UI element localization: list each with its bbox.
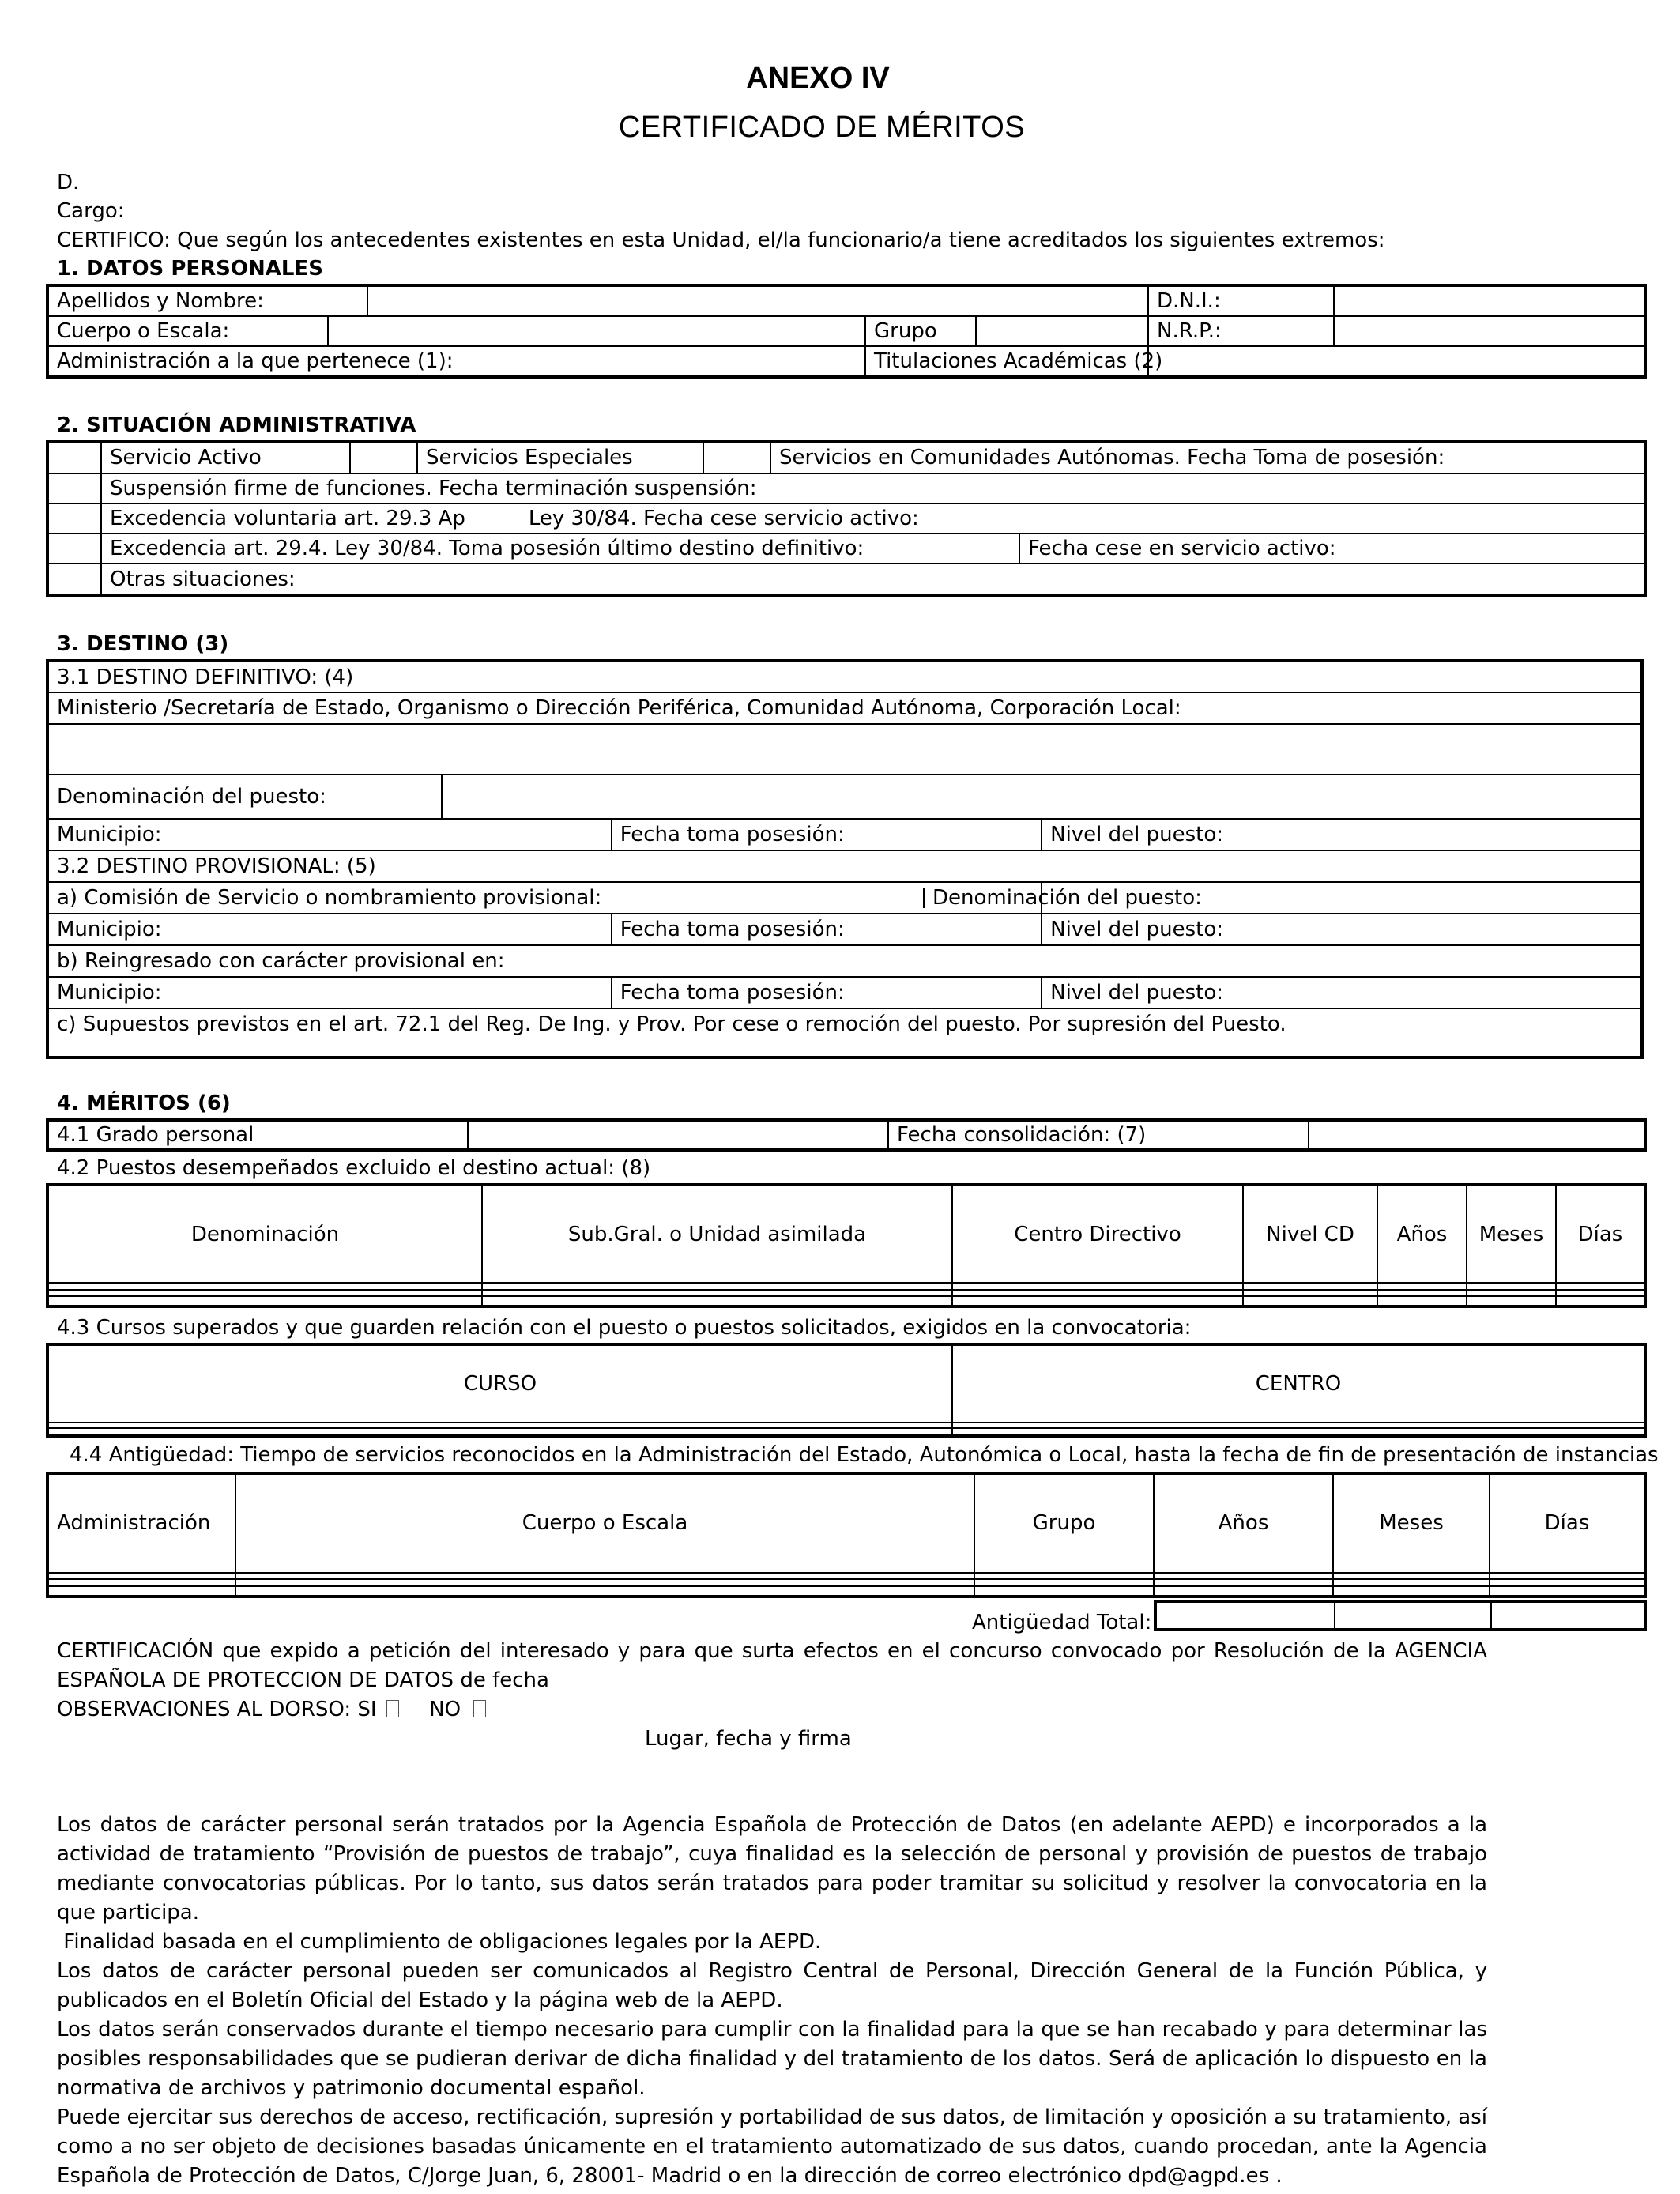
privacy-notice: [57, 1811, 1487, 2191]
table-cell[interactable]: [1490, 1573, 1645, 1580]
ministerio-label: Ministerio /Secretaría de Estado, Organismo o Dirección Periférica, Comunidad Autónoma, Corporación Local:: [47, 692, 1642, 724]
no-label: NO: [429, 1698, 461, 1721]
table-cell[interactable]: [1556, 1296, 1645, 1306]
lugar-fecha-firma: Lugar, fecha y firma: [645, 1727, 852, 1751]
table-cell[interactable]: [482, 1290, 952, 1297]
cursos-heading: 4.3 Cursos superados y que guarden relación con el puesto o puestos solicitados, exigidos en la convocatoria:: [57, 1316, 1192, 1340]
table-row: [47, 1579, 1645, 1586]
observaciones-row: [57, 1698, 486, 1721]
table-cell[interactable]: [952, 1296, 1243, 1306]
antiguedad-total-table: [1154, 1600, 1647, 1631]
table-row: [47, 1290, 1645, 1297]
antiguedad-heading: 4.4 Antigüedad: Tiempo de servicios reconocidos en la Administración del Estado, Autonómica o Local, hasta la fecha de fin de presentación de instancias: [70, 1443, 1659, 1467]
si-checkbox[interactable]: [386, 1700, 399, 1717]
table-cell[interactable]: [482, 1283, 952, 1290]
antiguedad-col-grupo: Grupo: [974, 1473, 1154, 1573]
certificacion-text: CERTIFICACIÓN que expido a petición del interesado y para que surta efectos en el concurso convocado por Resolución de la AGENCIA ESPAÑOLA DE PROTECCION DE DATOS de fecha: [57, 1639, 1487, 1692]
table-cell[interactable]: [1467, 1283, 1556, 1290]
excedencia-294-checkbox[interactable]: [47, 533, 101, 564]
supuestos-label: c) Supuestos previstos en el art. 72.1 del Reg. De Ing. y Prov. Por cese o remoción del puesto. Por supresión del Puesto.: [47, 1008, 1642, 1057]
fecha-toma-label-2: Fecha toma posesión:: [612, 914, 1042, 945]
table-row: [47, 1428, 1645, 1436]
intro-certifico: CERTIFICO: Que según los antecedentes existentes en esta Unidad, el/la funcionario/a tiene acreditados los siguientes extremos:: [57, 228, 1385, 252]
intro-d: D.: [57, 171, 80, 194]
page-title: ANEXO IV: [746, 62, 890, 95]
table-cell[interactable]: [1333, 1573, 1490, 1580]
apellidos-label: Apellidos y Nombre:: [47, 285, 367, 316]
destino-provisional-label: 3.2 DESTINO PROVISIONAL: (5): [47, 850, 1642, 882]
antiguedad-col-cuerpo: Cuerpo o Escala: [235, 1473, 974, 1573]
table-cell[interactable]: [47, 1579, 235, 1586]
table-cell[interactable]: [1556, 1283, 1645, 1290]
privacy-paragraph-4: Los datos serán conservados durante el tiempo necesario para cumplir con la finalidad para la que se han recabado y para determinar las posibles responsabilidades que se pudieran derivar de dicha finalidad y del tratamiento de los datos. Será de aplicación lo dispuesto en la normativa de archivos y patrimonio documental español.: [57, 2018, 1487, 2100]
fecha-toma-label-3: Fecha toma posesión:: [612, 977, 1042, 1008]
otras-label: Otras situaciones:: [101, 564, 1645, 595]
antiguedad-col-anos: Años: [1154, 1473, 1333, 1573]
nivel-label-3: Nivel del puesto:: [1042, 977, 1642, 1008]
table-cell[interactable]: [1333, 1579, 1490, 1586]
puestos-col-centro: Centro Directivo: [952, 1185, 1243, 1283]
table-cell[interactable]: [952, 1290, 1243, 1297]
table-cell[interactable]: [1154, 1579, 1333, 1586]
municipio-label-1: Municipio:: [47, 819, 612, 850]
antiguedad-total-label: Antigüedad Total:: [972, 1611, 1152, 1634]
table-row: [47, 1423, 1645, 1428]
fecha-consolidacion-label: Fecha consolidación: (7): [888, 1120, 1309, 1150]
table-cell[interactable]: [235, 1579, 974, 1586]
antiguedad-col-dias: Días: [1490, 1473, 1645, 1573]
antiguedad-col-meses: Meses: [1333, 1473, 1490, 1573]
table-cell[interactable]: [47, 1296, 482, 1306]
cuerpo-field[interactable]: [328, 316, 865, 346]
table-cell[interactable]: [1243, 1290, 1377, 1297]
apellidos-field[interactable]: [367, 285, 1148, 316]
suspension-checkbox[interactable]: [47, 473, 101, 503]
privacy-paragraph-2: Finalidad basada en el cumplimiento de obligaciones legales por la AEPD.: [57, 1930, 822, 1954]
no-checkbox[interactable]: [473, 1700, 486, 1717]
nrp-label: N.R.P.:: [1148, 316, 1334, 346]
table-cell[interactable]: [235, 1586, 974, 1596]
cuerpo-label: Cuerpo o Escala:: [47, 316, 328, 346]
servicio-activo-checkbox[interactable]: [47, 442, 101, 473]
nrp-field[interactable]: [1334, 316, 1645, 346]
fecha-cese-label: Fecha cese en servicio activo:: [1019, 533, 1645, 564]
excedencia-voluntaria-label: Excedencia voluntaria art. 29.3 Ap: [110, 506, 465, 530]
table-cell[interactable]: [47, 1283, 482, 1290]
table-cell[interactable]: [235, 1573, 974, 1580]
table-cell[interactable]: [1467, 1296, 1556, 1306]
comision-label: a) Comisión de Servicio o nombramiento provisional:: [49, 888, 924, 908]
table-cell[interactable]: [1154, 1586, 1333, 1596]
table-cell[interactable]: [1490, 1586, 1645, 1596]
table-row: [47, 1296, 1645, 1306]
comision-row: [47, 882, 1202, 914]
municipio-label-3: Municipio:: [47, 977, 612, 1008]
grado-label: 4.1 Grado personal: [47, 1120, 468, 1150]
table-row: [47, 1283, 1645, 1290]
reingresado-label: b) Reingresado con carácter provisional en:: [47, 945, 1642, 977]
table-cell[interactable]: [1556, 1290, 1645, 1297]
observaciones-label: OBSERVACIONES AL DORSO: SI: [57, 1698, 377, 1721]
table-cell[interactable]: [1333, 1586, 1490, 1596]
destino-table: [46, 659, 1644, 1059]
excedencia-voluntaria-row: [101, 503, 1645, 533]
titulaciones-field[interactable]: [1148, 346, 1645, 377]
municipio-label-2: Municipio:: [47, 914, 612, 945]
table-cell[interactable]: [1377, 1283, 1467, 1290]
intro-cargo: Cargo:: [57, 199, 125, 223]
section-4-heading: 4. MÉRITOS (6): [57, 1091, 231, 1115]
comunidades-label: Servicios en Comunidades Autónomas. Fecha Toma de posesión:: [770, 442, 1645, 473]
table-cell[interactable]: [47, 1428, 952, 1436]
grupo-label: Grupo: [865, 316, 976, 346]
puestos-col-subgral: Sub.Gral. o Unidad asimilada: [482, 1185, 952, 1283]
table-cell[interactable]: [482, 1296, 952, 1306]
grado-field[interactable]: [468, 1120, 888, 1150]
puestos-col-meses: Meses: [1467, 1185, 1556, 1283]
table-cell[interactable]: [974, 1579, 1154, 1586]
grado-table: [46, 1118, 1647, 1152]
total-dias-field[interactable]: [1491, 1601, 1645, 1630]
cursos-table: [46, 1343, 1647, 1438]
table-cell[interactable]: [47, 1290, 482, 1297]
table-cell[interactable]: [47, 1586, 235, 1596]
destino-definitivo-label: 3.1 DESTINO DEFINITIVO: (4): [47, 661, 1642, 692]
table-row: [47, 1573, 1645, 1580]
table-cell[interactable]: [1243, 1296, 1377, 1306]
table-cell[interactable]: [1377, 1290, 1467, 1297]
privacy-paragraph-1: Los datos de carácter personal serán tratados por la Agencia Española de Protección de Datos (en adelante AEPD) e incorporados a la actividad de tratamiento “Provisión de puestos de trabajo”, cuya finalidad es la selección de personal y provisión de puestos de trabajo mediante convocatorias públicas. Por lo tanto, sus datos serán tratados para poder tramitar su solicitud y resolver la convocatoria en la que participa.: [57, 1813, 1487, 1924]
puestos-col-denominacion: Denominación: [47, 1185, 482, 1283]
denominacion-field[interactable]: [442, 775, 1642, 819]
situacion-table: [46, 440, 1647, 597]
privacy-paragraph-5: Puede ejercitar sus derechos de acceso, rectificación, supresión y portabilidad de sus datos, de limitación y oposición a su tratamiento, así como a no ser objeto de decisiones basadas únicamente en el tratamiento automatizado de sus datos, cuando procedan, ante la Agencia Española de Protección de Datos, C/Jorge Juan, 6, 28001- Madrid o en la dirección de correo electrónico dpd@agpd.es .: [57, 2105, 1487, 2188]
table-cell[interactable]: [974, 1573, 1154, 1580]
ley-label: Ley 30/84. Fecha cese servicio activo:: [528, 506, 919, 530]
table-cell[interactable]: [952, 1423, 1645, 1428]
section-3-heading: 3. DESTINO (3): [57, 632, 229, 656]
total-anos-field[interactable]: [1155, 1601, 1335, 1630]
puestos-col-dias: Días: [1556, 1185, 1645, 1283]
fecha-consolidacion-field[interactable]: [1309, 1120, 1645, 1150]
nivel-label-1: Nivel del puesto:: [1042, 819, 1642, 850]
cursos-col-curso: CURSO: [47, 1344, 952, 1423]
page-subtitle: CERTIFICADO DE MÉRITOS: [618, 111, 1026, 144]
antiguedad-table: [46, 1472, 1647, 1598]
puestos-table: [46, 1183, 1647, 1308]
table-cell[interactable]: [974, 1586, 1154, 1596]
servicios-especiales-label: Servicios Especiales: [417, 442, 703, 473]
privacy-paragraph-3: Los datos de carácter personal pueden ser comunicados al Registro Central de Personal, Dirección General de la Función Pública, y publicados en el Boletín Oficial del Estado y la página web de la AEPD.: [57, 1959, 1487, 2012]
table-cell[interactable]: [1467, 1290, 1556, 1297]
administracion-label: Administración a la que pertenece (1):: [47, 346, 865, 377]
table-cell[interactable]: [47, 1423, 952, 1428]
table-cell[interactable]: [952, 1283, 1243, 1290]
dni-label: D.N.I.:: [1148, 285, 1334, 316]
grupo-field[interactable]: [976, 316, 1148, 346]
excedencia-voluntaria-checkbox[interactable]: [47, 503, 101, 533]
puestos-heading: 4.2 Puestos desempeñados excluido el destino actual: (8): [57, 1156, 651, 1180]
suspension-label: Suspensión firme de funciones. Fecha terminación suspensión:: [101, 473, 1645, 503]
excedencia-294-label: Excedencia art. 29.4. Ley 30/84. Toma posesión último destino definitivo:: [101, 533, 1019, 564]
cursos-col-centro: CENTRO: [952, 1344, 1645, 1423]
section-2-heading: 2. SITUACIÓN ADMINISTRATIVA: [57, 413, 416, 437]
comunidades-checkbox[interactable]: [703, 442, 770, 473]
section-1-heading: 1. DATOS PERSONALES: [57, 257, 323, 281]
nivel-label-2: Nivel del puesto:: [1042, 914, 1642, 945]
denominacion-label-2: Denominación del puesto:: [932, 886, 1202, 910]
titulaciones-label: Titulaciones Académicas (2): [865, 346, 1148, 377]
table-cell[interactable]: [1490, 1579, 1645, 1586]
otras-checkbox[interactable]: [47, 564, 101, 595]
fecha-toma-label-1: Fecha toma posesión:: [612, 819, 1042, 850]
table-cell[interactable]: [1377, 1296, 1467, 1306]
antiguedad-col-administracion: Administración: [47, 1473, 235, 1573]
table-cell[interactable]: [47, 1573, 235, 1580]
table-cell[interactable]: [952, 1428, 1645, 1436]
table-cell[interactable]: [1243, 1283, 1377, 1290]
servicio-activo-label: Servicio Activo: [101, 442, 350, 473]
denominacion-label: Denominación del puesto:: [47, 775, 442, 819]
dni-field[interactable]: [1334, 285, 1645, 316]
datos-personales-table: [46, 284, 1647, 379]
table-row: [47, 1586, 1645, 1596]
servicios-especiales-checkbox[interactable]: [350, 442, 417, 473]
puestos-col-anos: Años: [1377, 1185, 1467, 1283]
ministerio-field[interactable]: [47, 724, 1642, 775]
total-meses-field[interactable]: [1335, 1601, 1491, 1630]
table-cell[interactable]: [1154, 1573, 1333, 1580]
puestos-col-nivel: Nivel CD: [1243, 1185, 1377, 1283]
